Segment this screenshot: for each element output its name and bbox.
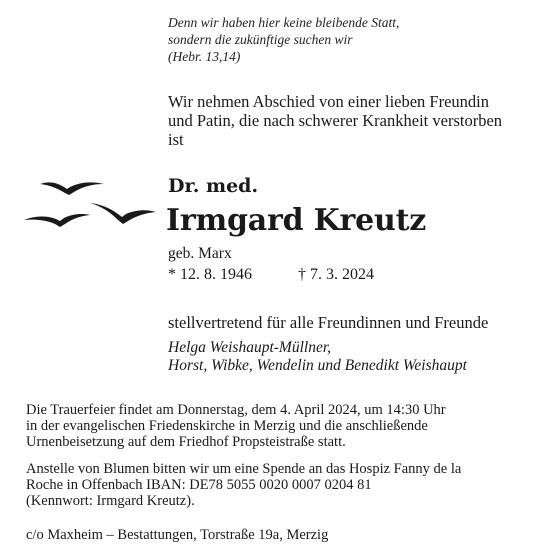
birth-date: * 12. 8. 1946 [168, 266, 252, 283]
intro-line: Wir nehmen Abschied von einer lieben Freundin [168, 92, 490, 111]
quote-reference: (Hebr. 13,14) [168, 49, 241, 64]
mourners-list [168, 339, 467, 375]
intro-text [168, 92, 538, 149]
bird-icon [24, 214, 90, 227]
mourner-line: Helga Weishaupt-Müllner, [168, 339, 332, 356]
quote-line: sondern die zukünftige suchen wir [168, 32, 353, 47]
donation-line: Anstelle von Blumen bitten wir um eine Spende an das Hospiz Fanny de la [26, 461, 462, 477]
funeral-line: in der evangelischen Friedenskirche in Merzig und die anschließende [26, 418, 428, 434]
bible-quote [168, 14, 528, 65]
bird-icon [90, 203, 156, 224]
mourner-line: Horst, Wibke, Wendelin und Benedikt Weishaupt [168, 357, 467, 374]
birds-icon [20, 170, 160, 240]
deceased-name: Irmgard Kreutz [166, 203, 427, 238]
donation-info [26, 461, 536, 509]
donation-line: Roche in Offenbach IBAN: DE78 5055 0020 0007 0204 81 [26, 477, 372, 493]
intro-line: und Patin, die nach schwerer Krankheit verstorben [168, 111, 503, 130]
quote-line: Denn wir haben hier keine bleibende Statt, [168, 15, 400, 30]
academic-title: Dr. med. [168, 175, 259, 197]
funeral-home-footer: c/o Maxheim – Bestattungen, Torstraße 19a, Merzig [26, 527, 329, 543]
intro-line: ist [168, 130, 184, 149]
bird-icon [40, 182, 104, 195]
funeral-line: Urnenbeisetzung auf dem Friedhof Propsteistraße statt. [26, 434, 346, 450]
donation-line: (Kennwort: Irmgard Kreutz). [26, 493, 195, 509]
birth-name: geb. Marx [168, 245, 232, 262]
death-date: † 7. 3. 2024 [298, 266, 374, 283]
funeral-info [26, 402, 536, 450]
funeral-line: Die Trauerfeier findet am Donnerstag, dem 4. April 2024, um 14:30 Uhr [26, 402, 446, 418]
mourners-heading: stellvertretend für alle Freundinnen und Freunde [168, 313, 489, 332]
